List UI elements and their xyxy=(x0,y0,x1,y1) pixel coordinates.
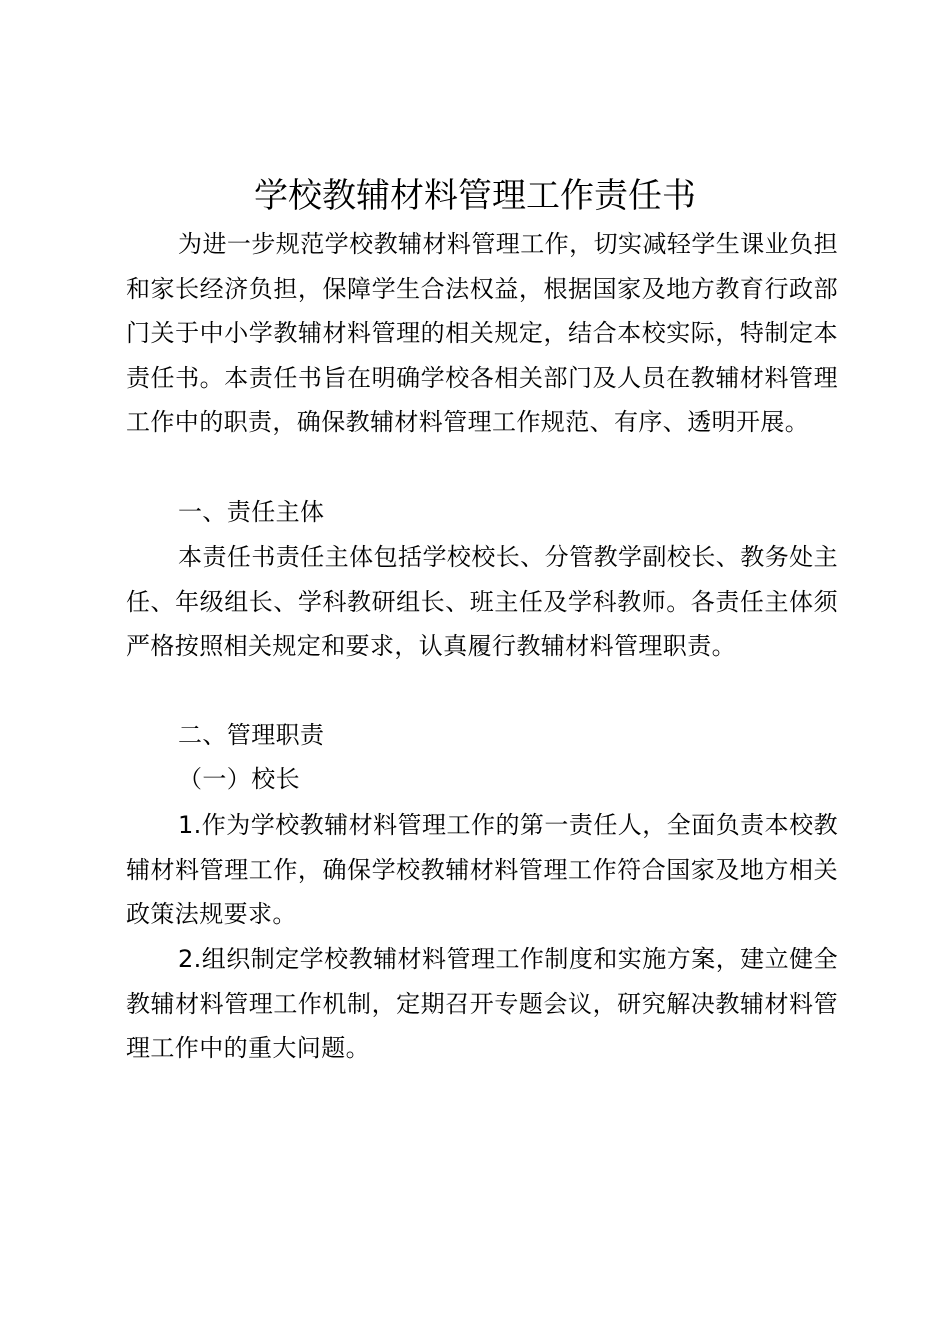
intro-paragraph: 为进一步规范学校教辅材料管理工作，切实减轻学生课业负担和家长经济负担，保障学生合法权益，根据国家及地方教育行政部门关于中小学教辅材料管理的相关规定，结合本校实际，特制定本责任书。本责任书旨在明确学校各相关部门及人员在教辅材料管理工作中的职责，确保教辅材料管理工作规范、有序、透明开展。 xyxy=(126,230,838,436)
subheading-principal: （一）校长 xyxy=(178,765,300,793)
section-heading-responsible-parties: 一、责任主体 xyxy=(178,498,325,526)
responsible-parties-paragraph: 本责任书责任主体包括学校校长、分管教学副校长、教务处主任、年级组长、学科教研组长、班主任及学科教师。各责任主体须严格按照相关规定和要求，认真履行教辅材料管理职责。 xyxy=(126,543,838,660)
duty-item-1: 1.作为学校教辅材料管理工作的第一责任人，全面负责本校教辅材料管理工作，确保学校教辅材料管理工作符合国家及地方相关政策法规要求。 xyxy=(126,811,838,928)
document-title: 学校教辅材料管理工作责任书 xyxy=(254,176,696,216)
section-heading-management-duties: 二、管理职责 xyxy=(178,721,325,749)
duty-item-2: 2.组织制定学校教辅材料管理工作制度和实施方案，建立健全教辅材料管理工作机制，定期召开专题会议，研究解决教辅材料管理工作中的重大问题。 xyxy=(126,945,838,1062)
